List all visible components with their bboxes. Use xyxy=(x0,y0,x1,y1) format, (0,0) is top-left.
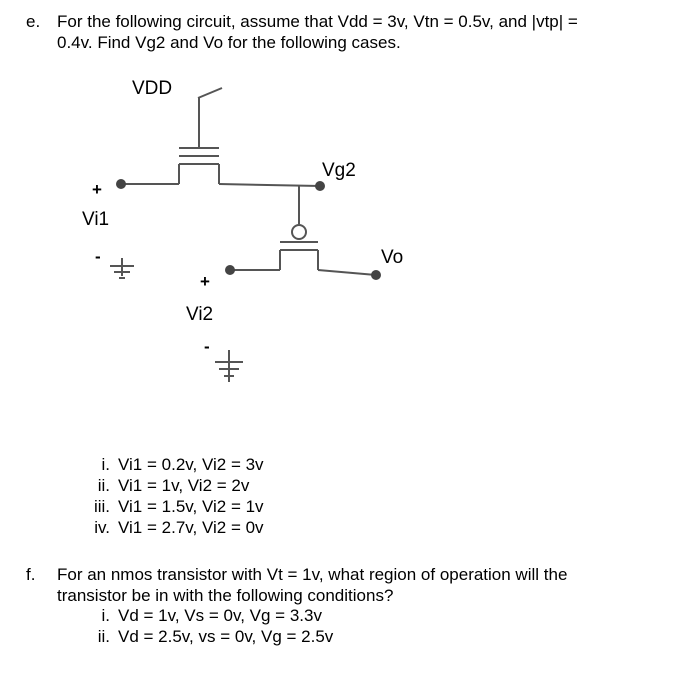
problem-f-marker: f. xyxy=(26,565,36,584)
vo-wire xyxy=(318,270,376,275)
vo-label: Vo xyxy=(381,247,404,268)
case-e-item xyxy=(82,518,264,538)
vi1-label: Vi1 xyxy=(82,209,110,230)
problem-e-marker: e. xyxy=(26,12,41,31)
vi2-minus-sign: - xyxy=(204,337,210,356)
case-f-text: Vd = 2.5v, vs = 0v, Vg = 2.5v xyxy=(118,627,334,646)
case-f-number: ii. xyxy=(97,627,110,646)
case-f-item xyxy=(82,627,333,647)
vi2-plus-sign: + xyxy=(200,272,210,291)
case-e-item xyxy=(82,476,249,496)
vg2-terminal-dot xyxy=(315,181,325,191)
case-e-number: ii. xyxy=(97,476,110,495)
case-e-number: i. xyxy=(101,455,110,474)
case-e-number: iv. xyxy=(94,518,110,537)
vdd-label: VDD xyxy=(132,78,173,99)
pmos-bubble xyxy=(292,225,306,239)
problem-e-text-line2: 0.4v. Find Vg2 and Vo for the following cases. xyxy=(57,33,401,52)
case-f-number: i. xyxy=(101,606,110,625)
vi1-minus-sign: - xyxy=(95,247,101,266)
case-f-text: Vd = 1v, Vs = 0v, Vg = 3.3v xyxy=(118,606,322,625)
problem-f-text-line1: For an nmos transistor with Vt = 1v, what region of operation will the xyxy=(57,565,568,584)
case-e-item xyxy=(82,497,264,517)
vi2-terminal-dot xyxy=(225,265,235,275)
vi1-terminal-dot xyxy=(116,179,126,189)
case-e-text: Vi1 = 0.2v, Vi2 = 3v xyxy=(118,455,264,474)
vg2-label: Vg2 xyxy=(322,160,356,181)
case-f-item xyxy=(82,606,322,626)
case-e-text: Vi1 = 2.7v, Vi2 = 0v xyxy=(118,518,264,537)
case-e-item xyxy=(82,455,264,475)
vg2-wire xyxy=(219,184,320,186)
problem-e-text-line1: For the following circuit, assume that Vdd = 3v, Vtn = 0.5v, and |vtp| = xyxy=(57,12,578,31)
vdd-stub xyxy=(198,88,222,98)
case-e-number: iii. xyxy=(93,497,110,516)
vi2-label: Vi2 xyxy=(186,304,214,325)
problem-f-text-line2: transistor be in with the following conditions? xyxy=(57,586,394,605)
case-e-text: Vi1 = 1.5v, Vi2 = 1v xyxy=(118,497,264,516)
case-e-text: Vi1 = 1v, Vi2 = 2v xyxy=(118,476,250,495)
vo-terminal-dot xyxy=(371,270,381,280)
vi1-plus-sign: + xyxy=(92,180,102,199)
